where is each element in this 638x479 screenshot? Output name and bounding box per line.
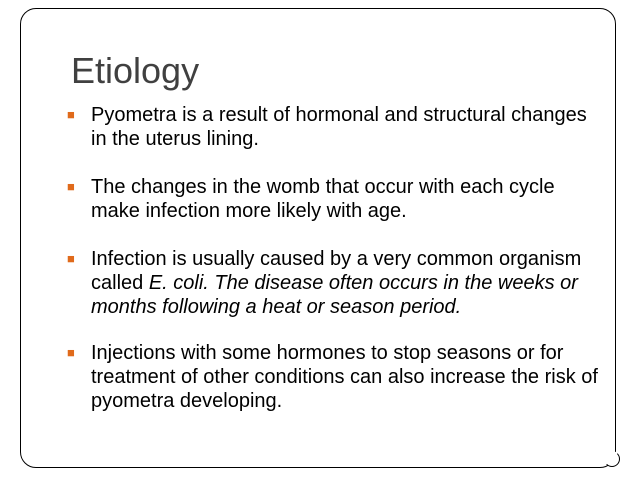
bullet-item-hormonal-changes bbox=[65, 103, 605, 151]
square-bullet-icon: ■ bbox=[67, 179, 75, 194]
bullet-text-plain: Infection is usually caused by a very common organism called bbox=[91, 248, 582, 294]
corner-curl-decoration bbox=[604, 451, 620, 467]
slide-title: Etiology bbox=[71, 50, 200, 91]
bullet-text-italic: E. coli. The disease often occurs in the weeks or months following a heat or season period. bbox=[91, 272, 578, 318]
bullet-text bbox=[91, 248, 581, 318]
square-bullet-icon: ■ bbox=[67, 251, 75, 266]
bullet-list bbox=[65, 103, 605, 437]
square-bullet-icon: ■ bbox=[67, 107, 75, 122]
bullet-item-hormone-injections bbox=[65, 341, 605, 413]
bullet-text: The changes in the womb that occur with each cycle make infection more likely with age. bbox=[91, 176, 555, 222]
square-bullet-icon: ■ bbox=[67, 345, 75, 360]
bullet-text: Injections with some hormones to stop seasons or for treatment of other conditions can also increase the risk of pyometra developing. bbox=[91, 342, 598, 412]
bullet-item-cycle-changes bbox=[65, 175, 605, 223]
bullet-text: Pyometra is a result of hormonal and structural changes in the uterus lining. bbox=[91, 104, 587, 150]
bullet-item-infection-cause bbox=[65, 247, 605, 319]
